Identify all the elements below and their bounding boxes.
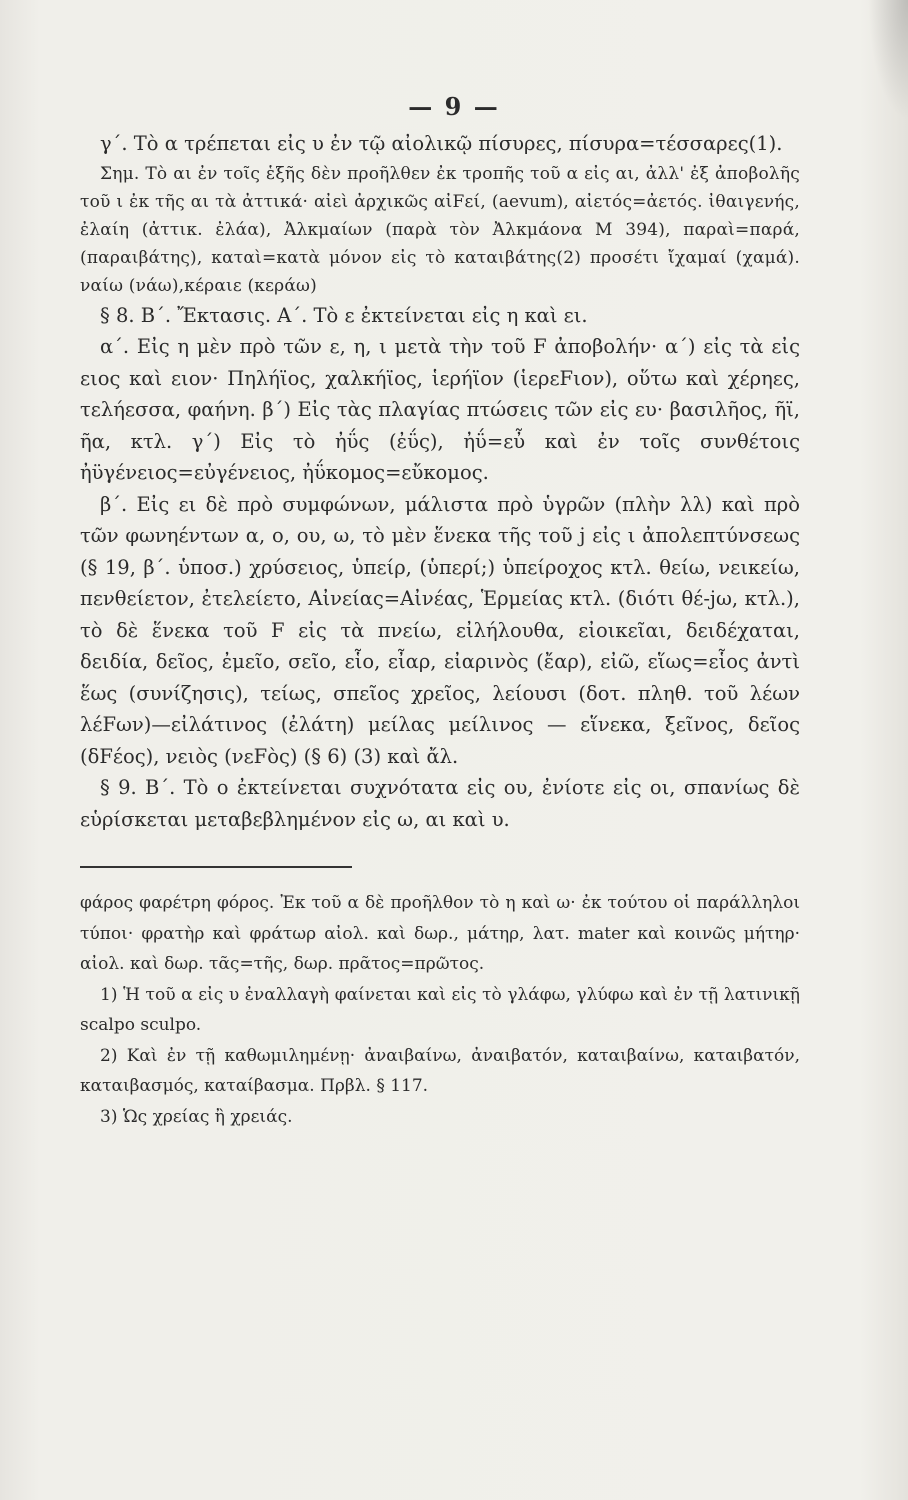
page-number: — 9 —	[408, 92, 500, 121]
footnotes	[80, 888, 800, 1132]
footnote-3: 3) Ὡς χρείας ἢ χρειάς.	[100, 1106, 293, 1127]
footnote-1: 1) Ἡ τοῦ α εἰς υ ἐναλλαγὴ φαίνεται καὶ εἰς τὸ γλάφω, γλύφω καὶ ἐν τῇ λατινικῇ scalpo sculpo.	[80, 984, 800, 1035]
paragraph-alpha: α΄. Εἰς η μὲν πρὸ τῶν ε, η, ι μετὰ τὴν τοῦ F ἀποβολήν· α΄) εἰς τὰ εἰς ειος καὶ ειον· Πηλήϊος, χαλκήϊος, ἱερήϊον (ἱερεFιον), οὕτω καὶ χέρηες, τελήεσσα, φαήνη. β΄) Εἰς τὰς πλαγίας πτώσεις τῶν εἰς ευ· βασιλῆος, ῆϊ, ῆα, κτλ. γ΄) Εἰς τὸ ἠΰς (ἐΰς), ἠΰ=εὖ καὶ ἐν τοῖς συνθέτοις ἠϋγένειος=εὐγένειος, ἠΰκομος=εὔκομος.	[80, 335, 800, 484]
section-8-heading: § 8. Β΄. Ἔκτασις. Α΄. Τὸ ε ἐκτείνεται εἰς η καὶ ει.	[100, 303, 588, 327]
footnote-divider	[80, 866, 352, 868]
paragraph-gamma: γ΄. Τὸ α τρέπεται εἰς υ ἐν τῷ αἰολικῷ πίσυρες, πίσυρα=τέσσαρες(1).	[100, 132, 783, 155]
footnote-continuation: φάρος φαρέτρη φόρος. Ἐκ τοῦ α δὲ προῆλθον τὸ η καὶ ω· ἐκ τούτου οἱ παράλληλοι τύποι· φρατὴρ καὶ φράτωρ αἰολ. καὶ δωρ., μάτηρ, λατ. mater καὶ κοινῶς μήτηρ· αἰολ. καὶ δωρ. τᾶς=τῆς, δωρ. πρᾶτος=πρῶτος.	[80, 893, 800, 974]
paragraph-note: Σημ. Τὸ αι ἐν τοῖς ἑξῆς δὲν προῆλθεν ἐκ τροπῆς τοῦ α εἰς αι, ἀλλ' ἐξ ἀποβολῆς τοῦ ι ἐκ τῆς αι τὰ ἀττικά· αἰεὶ ἀρχικῶς αἰFεί, (aevum), αἰετός=ἀετός. ἰθαιγενής, ἐλαίη (ἀττικ. ἐλάα), Ἀλκμαίων (παρὰ τὸν Ἀλκμάονα Μ 394), παραὶ=παρά, (παραιβάτης), καταὶ=κατὰ μόνον εἰς τὸ καταιβάτης(2) προσέτι ἴχαμαί (χαμά). ναίω (νάω),κέραιε (κεράω)	[80, 163, 800, 296]
main-text	[80, 128, 800, 835]
footnote-2: 2) Καὶ ἐν τῇ καθωμιλημένῃ· ἀναιβαίνω, ἀναιβατόν, καταιβαίνω, καταιβατόν, καταιβασμός, καταίβασμα. Πρβλ. § 117.	[80, 1045, 800, 1096]
paragraph-beta: β΄. Εἰς ει δὲ πρὸ συμφώνων, μάλιστα πρὸ ὑγρῶν (πλὴν λλ) καὶ πρὸ τῶν φωνηέντων α, ο, ου, ω, τὸ μὲν ἕνεκα τῆς τοῦ j εἰς ι ἀπολεπτύνσεως (§ 19, β΄. ὑποσ.) χρύσειος, ὑπείρ, (ὑπερί;) ὑπείροχος κτλ. θείω, νεικείω, πενθείετον, ἐτελείετο, Αἰνείας=Αἰνέας, Ἑρμείας κτλ. (διότι θέ-jω, κτλ.), τὸ δὲ ἕνεκα τοῦ F εἰς τὰ πνείω, εἰλήλουθα, εἰοικεῖαι, δειδέχαται, δειδία, δεῖος, ἐμεῖο, σεῖο, εἷο, εἶαρ, εἰαρινὸς (ἔαρ), εἰῶ, εἵως=εἷος ἀντὶ ἕως (συνίζησις), τείως, σπεῖος χρεῖος, λείουσι (δοτ. πληθ. τοῦ λέων λέFων)—εἰλάτινος (ἐλάτη) μείλας μείλινος — εἵνεκα, ξεῖνος, δεῖος (δFέος), νειὸς (νεFὸς) (§ 6) (3) καὶ ἄλ.	[80, 492, 800, 768]
section-9-paragraph: § 9. Β΄. Τὸ ο ἐκτείνεται συχνότατα εἰς ου, ἐνίοτε εἰς οι, σπανίως δὲ εὑρίσκεται μεταβεβλημένον εἰς ω, αι καὶ υ.	[80, 776, 800, 831]
